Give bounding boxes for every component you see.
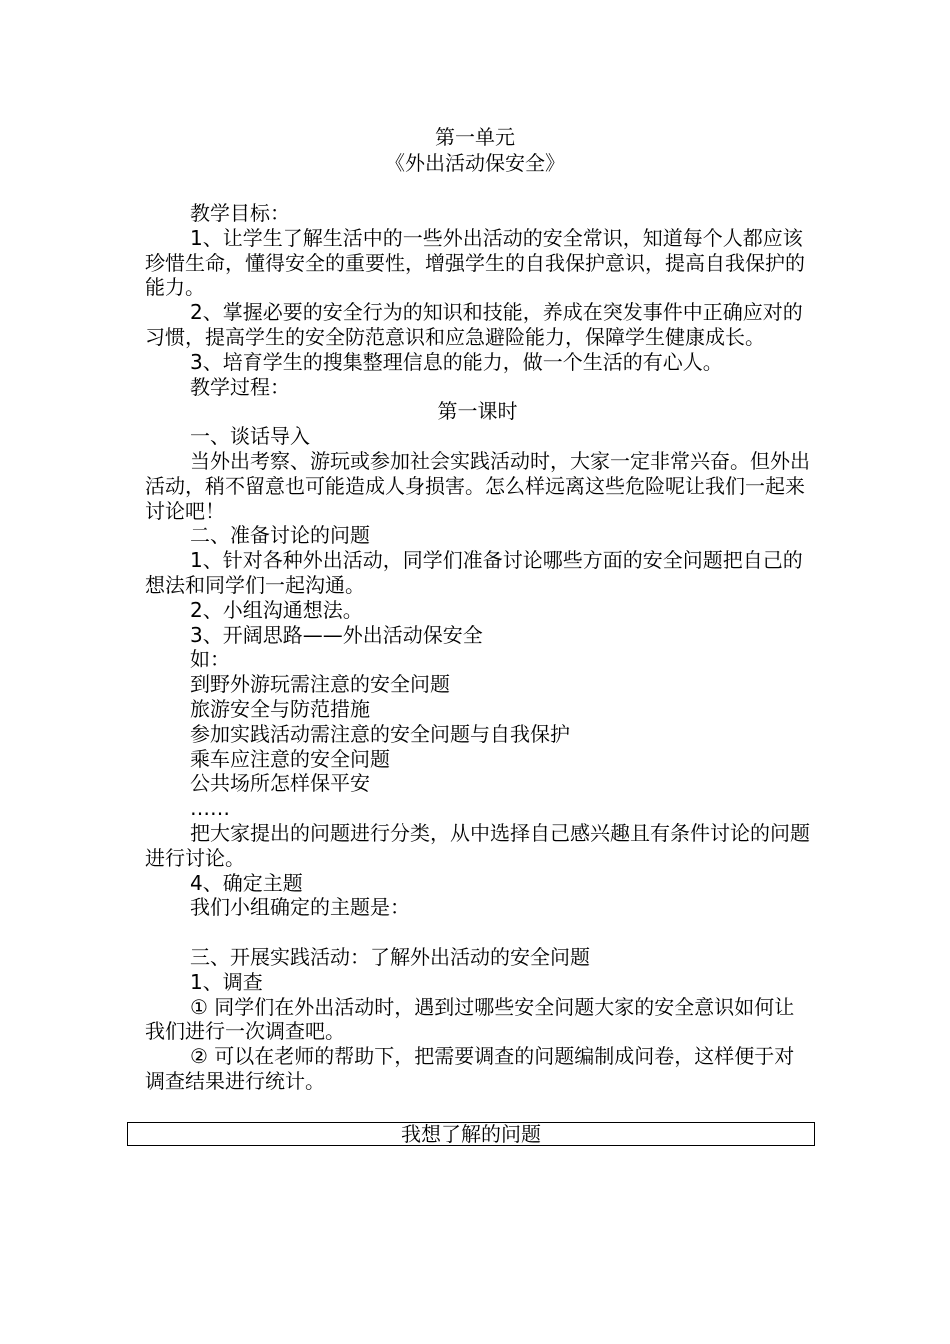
example-topic: 参加实践活动需注意的安全问题与自我保护 — [190, 721, 570, 746]
example-topic: 到野外游玩需注意的安全问题 — [190, 672, 450, 697]
blank-line — [145, 920, 810, 945]
survey-point-2: ② 可以在老师的帮助下，把需要调查的问题编制成问卷，这样便于对调查结果进行统计。 — [145, 1044, 795, 1093]
example-topic: 公共场所怎样保平安 — [190, 771, 370, 796]
example-label: 如： — [190, 647, 230, 672]
document-body — [145, 201, 810, 1094]
example-topic: 旅游安全与防范措施 — [190, 696, 370, 721]
prepare-item-1: 1、针对各种外出活动，同学们准备讨论哪些方面的安全问题把自己的想法和同学们一起沟通。 — [145, 548, 803, 597]
practice-item-1: 1、调查 — [190, 969, 263, 994]
unit-heading: 第一单元 — [435, 125, 515, 149]
section-heading-objectives: 教学目标： — [190, 201, 290, 225]
classify-paragraph: 把大家提出的问题进行分类，从中选择自己感兴趣且有条件讨论的问题进行讨论。 — [145, 820, 810, 870]
prepare-item-3: 3、开阔思路——外出活动保安全 — [190, 622, 483, 647]
table-row — [128, 1123, 815, 1146]
step-heading-practice: 三、开展实践活动：了解外出活动的安全问题 — [190, 944, 590, 969]
objective-2: 2、掌握必要的安全行为的知识和技能，养成在突发事件中正确应对的习惯，提高学生的安全防范意识和应急避险能力，保障学生健康成长。 — [145, 300, 803, 349]
survey-point-1: ① 同学们在外出活动时，遇到过哪些安全问题大家的安全意识如何让我们进行一次调查吧。 — [145, 994, 795, 1044]
topic-prompt: 我们小组确定的主题是： — [190, 895, 410, 920]
table-header-cell: 我想了解的问题 — [128, 1123, 815, 1146]
lesson-period-heading: 第一课时 — [437, 399, 518, 424]
objective-1: 1、让学生了解生活中的一些外出活动的安全常识，知道每个人都应该珍惜生命，懂得安全的重要性，增强学生的自我保护意识，提高自我保护的能力。 — [145, 225, 805, 300]
prepare-item-2: 2、小组沟通想法。 — [190, 597, 363, 622]
prepare-item-4: 4、确定主题 — [190, 870, 303, 895]
step-heading-prepare: 二、准备讨论的问题 — [190, 523, 370, 548]
step-heading-intro: 一、谈话导入 — [190, 424, 310, 449]
section-heading-process: 教学过程： — [190, 374, 290, 399]
lesson-title: 《外出活动保安全》 — [385, 151, 565, 175]
example-topic: 乘车应注意的安全问题 — [190, 746, 390, 771]
objective-3: 3、培育学生的搜集整理信息的能力，做一个生活的有心人。 — [190, 349, 723, 374]
ellipsis: …… — [190, 796, 230, 821]
intro-paragraph: 当外出考察、游玩或参加社会实践活动时，大家一定非常兴奋。但外出活动，稍不留意也可能造成人身损害。怎么样远离这些危险呢让我们一起来讨论吧！ — [145, 448, 810, 523]
questions-table — [127, 1122, 815, 1146]
